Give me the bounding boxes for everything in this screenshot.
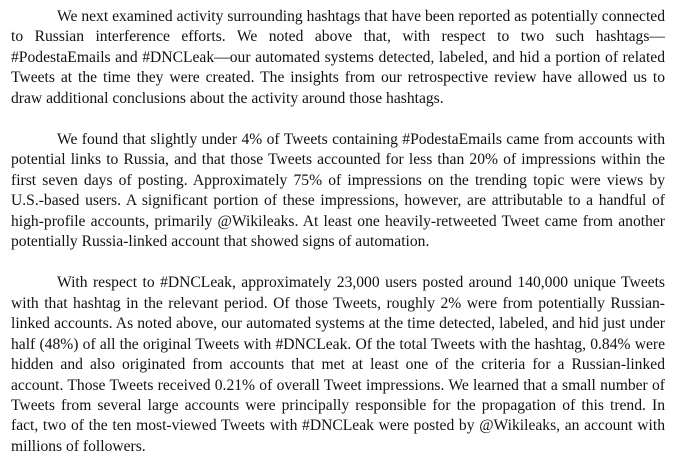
paragraph-hashtag-overview: We next examined activity surrounding hashtags that have been reported as potentially connected to Russian interference efforts. We noted above that, with respect to two such hashtags—#PodestaEmails and #DNCLeak—our automated systems detected, labeled, and hid a portion of related Tweets at the time they were created. The insights from our retrospective review have allowed us to draw additional conclusions about the activity around those hashtags. (11, 8, 665, 107)
paragraph-podesta-emails: We found that slightly under 4% of Tweets containing #PodestaEmails came from accounts with potential links to Russia, and that those Tweets accounted for less than 20% of impressions within the first seven days of posting. Approximately 75% of impressions on the trending topic were views by U.S.-based users. A significant portion of these impressions, however, are attributable to a handful of high-profile accounts, primarily @Wikileaks. At least one heavily-retweeted Tweet came from another potentially Russia-linked account that showed signs of automation. (11, 131, 665, 251)
document-page (11, 7, 665, 457)
paragraph-dnc-leak: With respect to #DNCLeak, approximately 23,000 users posted around 140,000 unique Tweets with that hashtag in the relevant period. Of those Tweets, roughly 2% were from potentially Russian-linked accounts. As noted above, our automated systems at the time detected, labeled, and hid just under half (48%) of all the original Tweets with #DNCLeak. Of the total Tweets with the hashtag, 0.84% were hidden and also originated from accounts that met at least one of the criteria for a Russian-linked account. Those Tweets received 0.21% of overall Tweet impressions. We learned that a small number of Tweets from several large accounts were principally responsible for the propagation of this trend. In fact, two of the ten most-viewed Tweets with #DNCLeak were posted by @Wikileaks, an account with millions of followers. (11, 274, 665, 455)
